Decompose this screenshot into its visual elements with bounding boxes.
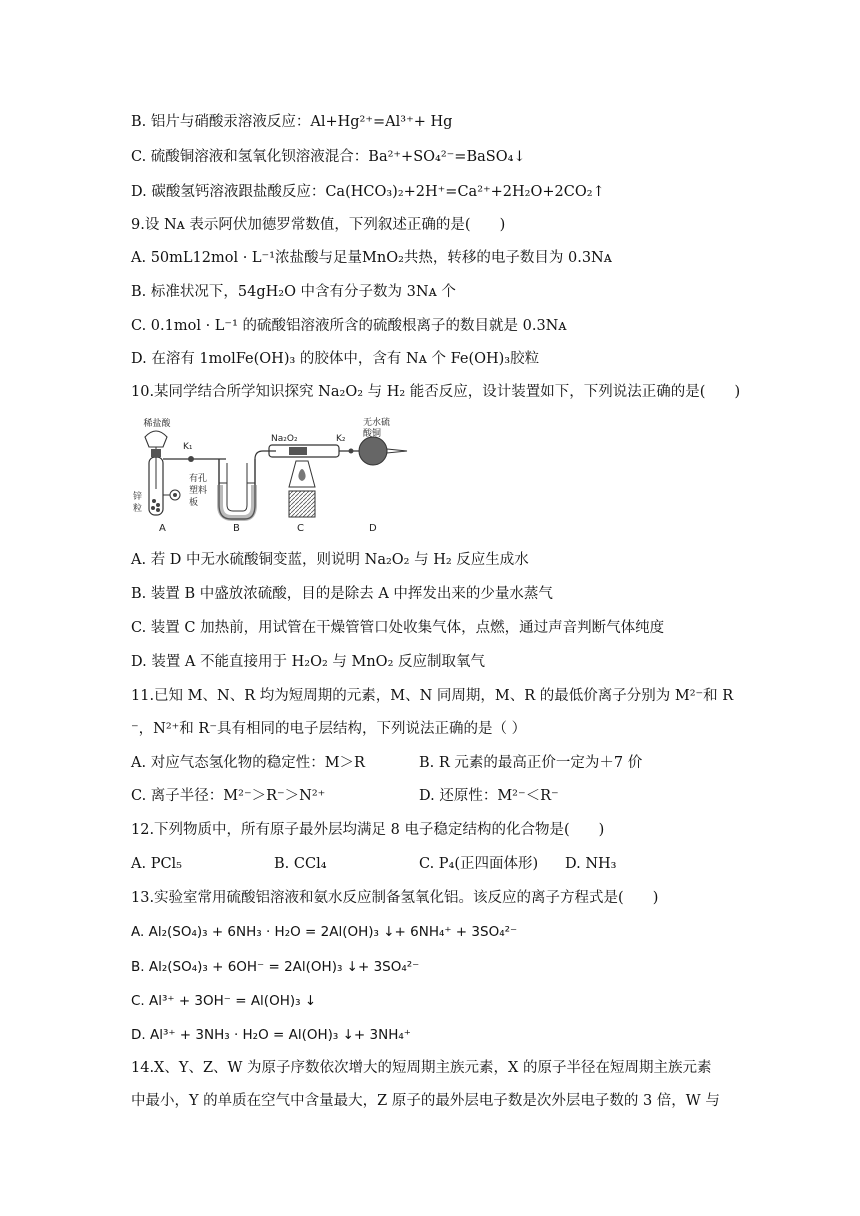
q10-option-b: B. 装置 B 中盛放浓硫酸，目的是除去 A 中挥发出来的少量水蒸气 (131, 586, 553, 602)
q9-option-d: D. 在溶有 1molFe(OH)₃ 的胶体中，含有 Nᴀ 个 Fe(OH)₃胶粒 (131, 351, 540, 367)
q14-stem-line2: 中最小，Y 的单质在空气中含量最大，Z 原子的最外层电子数是次外层电子数的 3 倍，W 与 (131, 1093, 720, 1109)
q13-option-a: A. Al₂(SO₄)₃ + 6NH₃ · H₂O = 2Al(OH)₃ ↓+ 6NH₄⁺ + 3SO₄²⁻ (131, 924, 518, 940)
q13-option-c: C. Al³⁺ + 3OH⁻ = Al(OH)₃ ↓ (131, 993, 317, 1009)
q9-option-b: B. 标准状况下，54gH₂O 中含有分子数为 3Nᴀ 个 (131, 284, 456, 300)
q10-option-c: C. 装置 C 加热前，用试管在干燥管管口处收集气体，点燃，通过声音判断气体纯度 (131, 620, 665, 636)
q11-stem-line2: ⁻，N²⁺和 R⁻具有相同的电子层结构，下列说法正确的是（ ） (131, 721, 527, 737)
q10-option-a: A. 若 D 中无水硫酸铜变蓝，则说明 Na₂O₂ 与 H₂ 反应生成水 (131, 552, 529, 568)
apparatus-figure (131, 413, 411, 535)
label-k1: K₁ (183, 442, 193, 452)
apparatus-d (359, 437, 407, 465)
q11-option-b: B. R 元素的最高正价一定为＋7 价 (419, 755, 643, 771)
label-acid: 稀盐酸 (143, 419, 171, 429)
q12-option-a: A. PCl₅ (131, 856, 182, 872)
q9-stem: 9.设 Nᴀ 表示阿伏加德罗常数值，下列叙述正确的是( ) (131, 217, 506, 233)
q12-option-d: D. NH₃ (565, 856, 617, 872)
q11-stem-line1: 11.已知 M、N、R 均为短周期的元素，M、N 同周期，M、R 的最低价离子分别为 M²⁻和 R (131, 688, 734, 704)
label-k2: K₂ (336, 434, 346, 444)
label-d: D (369, 523, 377, 534)
q10-option-d: D. 装置 A 不能直接用于 H₂O₂ 与 MnO₂ 反应制取氧气 (131, 654, 485, 670)
label-na2o2: Na₂O₂ (271, 434, 298, 444)
apparatus-c (269, 445, 339, 517)
q12-option-b: B. CCl₄ (274, 856, 327, 872)
label-zinc-1: 锌 (133, 492, 143, 502)
q14-stem-line1: 14.X、Y、Z、W 为原子序数依次增大的短周期主族元素，X 的原子半径在短周期主族元素 (131, 1060, 712, 1076)
q8-option-c: C. 硫酸铜溶液和氢氧化钡溶液混合：Ba²⁺+SO₄²⁻=BaSO₄↓ (131, 149, 526, 165)
q11-option-d: D. 还原性：M²⁻＜R⁻ (419, 788, 559, 804)
q12-stem: 12.下列物质中，所有原子最外层均满足 8 电子稳定结构的化合物是( ) (131, 822, 605, 838)
q8-option-b: B. 铝片与硝酸汞溶液反应：Al+Hg²⁺=Al³⁺+ Hg (131, 114, 453, 130)
q13-option-d: D. Al³⁺ + 3NH₃ · H₂O = Al(OH)₃ ↓+ 3NH₄⁺ (131, 1027, 411, 1043)
q12-option-c: C. P₄(正四面体形) (419, 856, 539, 872)
label-plate-2: 塑料 (189, 486, 208, 496)
q10-stem: 10.某同学结合所学知识探究 Na₂O₂ 与 H₂ 能否反应，设计装置如下，下列说法正确的是( ) (131, 384, 741, 400)
q13-stem: 13.实验室常用硫酸铝溶液和氨水反应制备氢氧化铝。该反应的离子方程式是( ) (131, 890, 659, 906)
label-b: B (233, 523, 240, 534)
label-cuso4-2: 酸铜 (363, 429, 382, 439)
label-c: C (297, 523, 304, 534)
apparatus-b (219, 459, 255, 519)
q13-option-b: B. Al₂(SO₄)₃ + 6OH⁻ = 2Al(OH)₃ ↓+ 3SO₄²⁻ (131, 959, 420, 975)
q11-option-a: A. 对应气态氢化物的稳定性：M＞R (131, 755, 365, 771)
label-cuso4-1: 无水硫 (363, 418, 391, 428)
label-plate-1: 有孔 (189, 474, 208, 484)
apparatus-a (145, 431, 180, 515)
label-plate-3: 板 (189, 498, 199, 508)
q9-option-a: A. 50mL12mol · L⁻¹浓盐酸与足量MnO₂共热，转移的电子数目为 0.3Nᴀ (131, 250, 612, 266)
q11-option-c: C. 离子半径：M²⁻＞R⁻＞N²⁺ (131, 788, 326, 804)
label-zinc-2: 粒 (133, 504, 143, 514)
q9-option-c: C. 0.1mol · L⁻¹ 的硫酸铝溶液所含的硫酸根离子的数目就是 0.3Nᴀ (131, 318, 567, 334)
label-a: A (159, 523, 166, 534)
q8-option-d: D. 碳酸氢钙溶液跟盐酸反应：Ca(HCO₃)₂+2H⁺=Ca²⁺+2H₂O+2CO₂↑ (131, 184, 605, 200)
